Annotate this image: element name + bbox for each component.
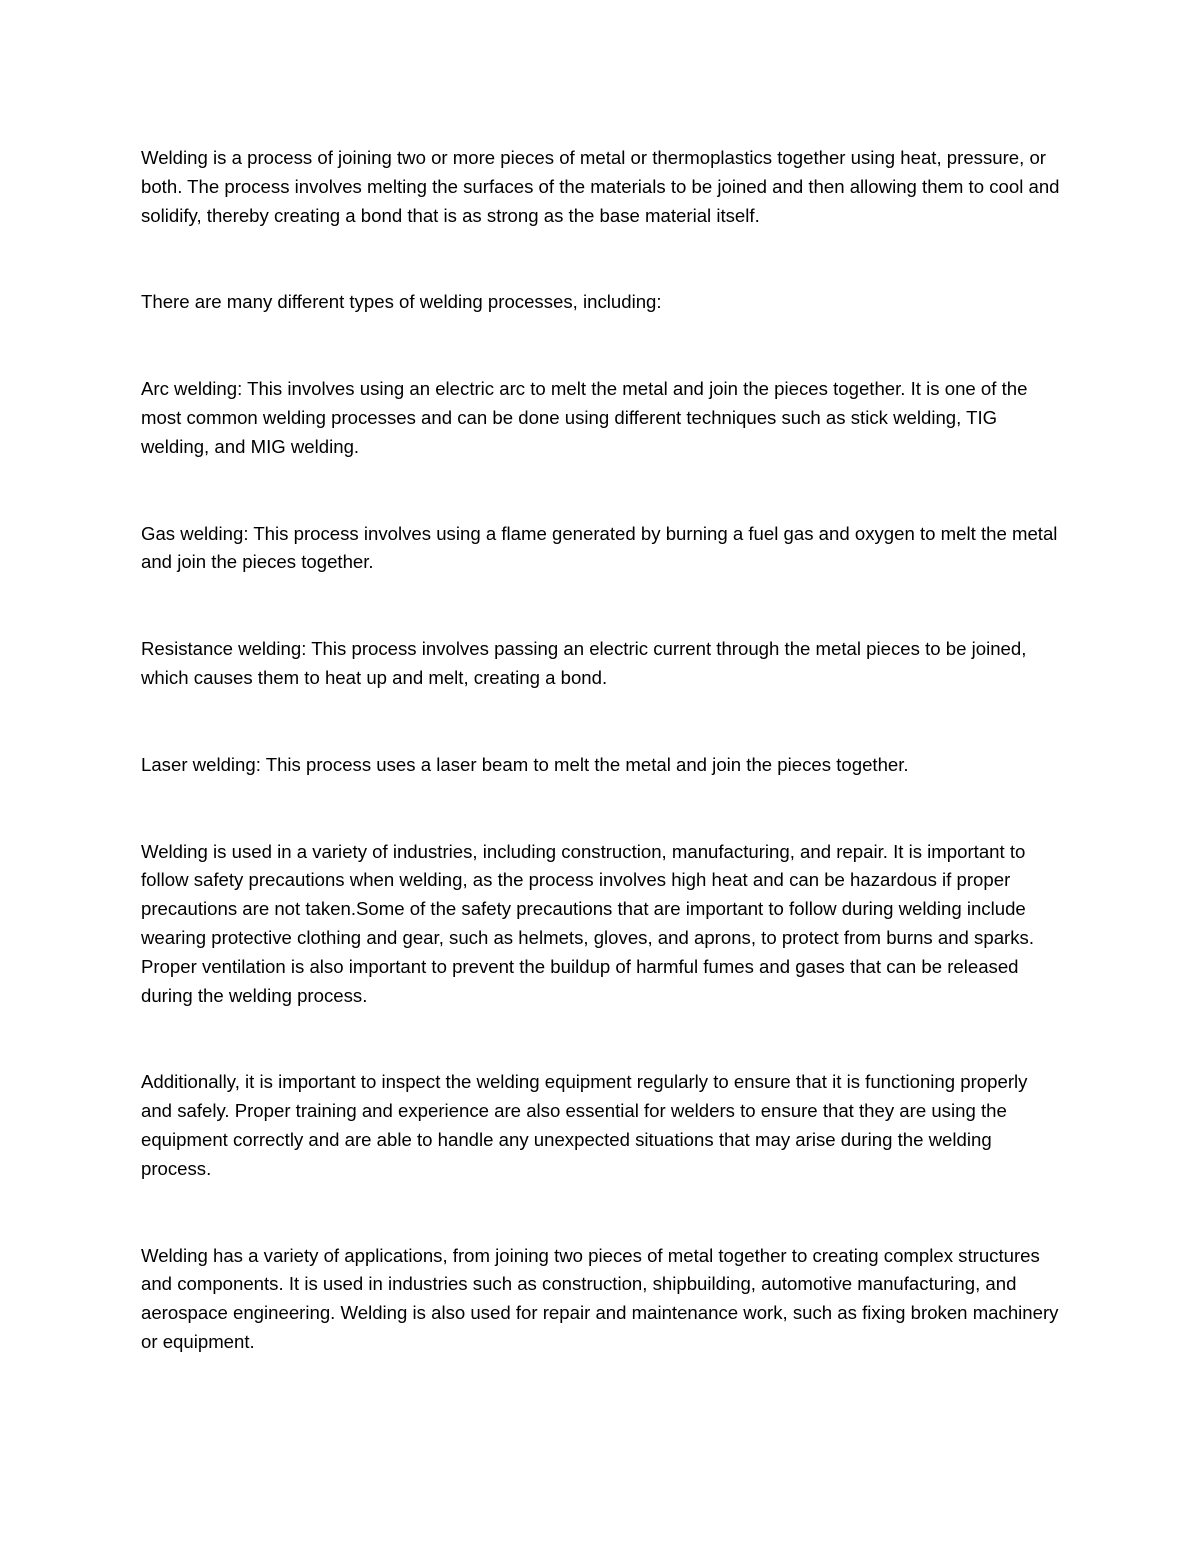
paragraph-equipment-inspection: Additionally, it is important to inspect the welding equipment regularly to ensure that it is functioning properly and safely. Proper training and experience are also essential for welders to ensure that they are using the equipment correctly and are able to handle any unexpected situations that may arise during the welding process.: [141, 1071, 1028, 1179]
paragraph-resistance-welding: Resistance welding: This process involves passing an electric current through the metal pieces to be joined, which causes them to heat up and melt, creating a bond.: [141, 638, 1027, 688]
paragraph-gas-welding: Gas welding: This process involves using a flame generated by burning a fuel gas and oxygen to melt the metal and join the pieces together.: [141, 522, 1058, 573]
document-body: [141, 144, 1061, 1357]
paragraph-types-intro: There are many different types of welding processes, including:: [141, 291, 662, 313]
paragraph-intro: Welding is a process of joining two or more pieces of metal or thermoplastics together using heat, pressure, or both. The process involves melting the surfaces of the materials to be joined and then allowing them to cool and solidify, thereby creating a bond that is as strong as the base material itself.: [141, 147, 1060, 226]
paragraph-safety: Welding is used in a variety of industries, including construction, manufacturing, and repair. It is important to follow safety precautions when welding, as the process involves high heat and can be hazardous if proper precautions are not taken.Some of the safety precautions that are important to follow during welding include wearing protective clothing and gear, such as helmets, gloves, and aprons, to protect from burns and sparks. Proper ventilation is also important to prevent the buildup of harmful fumes and gases that can be released during the welding process.: [141, 840, 1034, 1006]
paragraph-applications: Welding has a variety of applications, from joining two pieces of metal together to creating complex structures and components. It is used in industries such as construction, shipbuilding, automotive manufacturing, and aerospace engineering. Welding is also used for repair and maintenance work, such as fixing broken machinery or equipment.: [141, 1244, 1059, 1352]
paragraph-laser-welding: Laser welding: This process uses a laser beam to melt the metal and join the pieces together.: [141, 753, 909, 775]
paragraph-arc-welding: Arc welding: This involves using an electric arc to melt the metal and join the pieces together. It is one of the most common welding processes and can be done using different techniques such as stick welding, TIG welding, and MIG welding.: [141, 378, 1028, 457]
